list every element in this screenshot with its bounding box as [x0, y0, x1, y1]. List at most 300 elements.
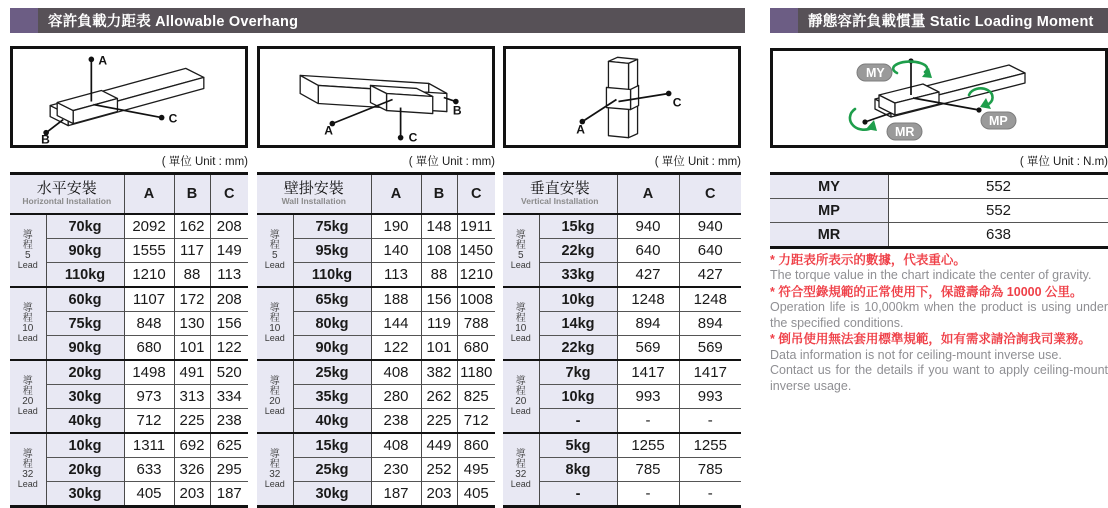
value-cell: 295: [210, 458, 248, 482]
table-row: [257, 263, 495, 288]
value-cell: 569: [617, 336, 679, 361]
table-row: [503, 312, 741, 336]
lead-zh-char: 導: [257, 450, 293, 460]
value-cell: 130: [174, 312, 210, 336]
load-cell: 10kg: [539, 287, 617, 312]
lead-number: 20: [257, 397, 293, 407]
lead-cell: [503, 360, 539, 433]
lead-cell: [10, 287, 46, 360]
horizontal-installation-table: [10, 172, 248, 508]
load-cell: 30kg: [46, 385, 124, 409]
value-cell: 1450: [457, 239, 495, 263]
static-loading-moment-table: [770, 172, 1108, 249]
value-cell: 860: [457, 433, 495, 458]
load-cell: 8kg: [539, 458, 617, 482]
table-row: [503, 385, 741, 409]
table-row: [10, 433, 248, 458]
value-cell: 122: [210, 336, 248, 361]
value-cell: 203: [174, 482, 210, 507]
table-row: [10, 263, 248, 288]
unit-label-mm: ( 單位 Unit : mm): [503, 153, 741, 169]
value-cell: 825: [457, 385, 495, 409]
value-cell: 495: [457, 458, 495, 482]
allowable-overhang-title: 容許負載力距表 Allowable Overhang: [48, 10, 298, 31]
lead-zh-char: 程: [10, 314, 46, 324]
value-cell: 208: [210, 287, 248, 312]
table-row: [257, 312, 495, 336]
column-header-b: B: [174, 174, 210, 215]
value-cell: 188: [371, 287, 421, 312]
value-cell: 334: [210, 385, 248, 409]
lead-en: Lead: [10, 407, 46, 416]
load-cell: 5kg: [539, 433, 617, 458]
load-cell: 14kg: [539, 312, 617, 336]
value-cell: 382: [421, 360, 457, 385]
table-row: [10, 239, 248, 263]
table-row: [503, 287, 741, 312]
value-cell: 122: [371, 336, 421, 361]
load-cell: 10kg: [539, 385, 617, 409]
value-cell: 408: [371, 433, 421, 458]
axis-label-b: B: [453, 104, 462, 118]
value-cell: 208: [210, 214, 248, 239]
moment-label-mp: MP: [989, 114, 1008, 128]
load-cell: 22kg: [539, 336, 617, 361]
wall-installation-table: [257, 172, 495, 508]
unit-label-mm: ( 單位 Unit : mm): [10, 153, 248, 169]
table-row: [770, 223, 1108, 248]
value-cell: 785: [617, 458, 679, 482]
value-cell: 449: [421, 433, 457, 458]
lead-en: Lead: [10, 261, 46, 270]
load-cell: 70kg: [46, 214, 124, 239]
value-cell: 1255: [679, 433, 741, 458]
value-cell: 1911: [457, 214, 495, 239]
lead-cell: [503, 433, 539, 507]
value-cell: 187: [371, 482, 421, 507]
installation-name-en: Wall Installation: [257, 197, 371, 206]
table-row: [10, 409, 248, 434]
value-cell: 848: [124, 312, 174, 336]
table-row: [257, 433, 495, 458]
load-cell: 15kg: [293, 433, 371, 458]
value-cell: 238: [210, 409, 248, 434]
wall-rail-drawing: [260, 49, 492, 145]
load-cell: 75kg: [46, 312, 124, 336]
table-head: [257, 174, 495, 215]
lead-number: 32: [10, 470, 46, 480]
value-cell: 238: [371, 409, 421, 434]
axis-label-a: A: [324, 124, 333, 138]
moment-rail-drawing: [773, 51, 1105, 145]
value-cell: 940: [617, 214, 679, 239]
table-row: [257, 214, 495, 239]
lead-zh-char: 程: [257, 314, 293, 324]
table-row: [770, 174, 1108, 199]
value-cell: 712: [457, 409, 495, 434]
table-row: [257, 458, 495, 482]
lead-number: 5: [10, 251, 46, 261]
column-header-b: B: [421, 174, 457, 215]
value-cell: 101: [174, 336, 210, 361]
value-cell: 408: [371, 360, 421, 385]
value-cell: 113: [371, 263, 421, 288]
value-cell: 520: [210, 360, 248, 385]
moment-value-cell: 552: [889, 199, 1108, 223]
lead-zh-char: 導: [10, 377, 46, 387]
installation-name-en: Vertical Installation: [503, 197, 617, 206]
value-cell: 427: [617, 263, 679, 288]
value-cell: 225: [421, 409, 457, 434]
lead-zh-char: 導: [503, 450, 539, 460]
lead-number: 20: [10, 397, 46, 407]
value-cell: 680: [457, 336, 495, 361]
lead-zh-char: 程: [10, 460, 46, 470]
load-cell: 110kg: [293, 263, 371, 288]
value-cell: 993: [679, 385, 741, 409]
load-cell: 15kg: [539, 214, 617, 239]
value-cell: 491: [174, 360, 210, 385]
note-chinese: * 倒吊使用無法套用標準規範，如有需求請洽詢我司業務。: [770, 331, 1108, 347]
value-cell: 101: [421, 336, 457, 361]
value-cell: 140: [371, 239, 421, 263]
lead-zh-char: 導: [257, 231, 293, 241]
value-cell: 225: [174, 409, 210, 434]
moment-value-cell: 638: [889, 223, 1108, 248]
load-cell: 25kg: [293, 360, 371, 385]
load-cell: 40kg: [46, 409, 124, 434]
load-cell: 20kg: [46, 360, 124, 385]
value-cell: 1180: [457, 360, 495, 385]
lead-en: Lead: [503, 480, 539, 489]
table-row: [10, 385, 248, 409]
value-cell: 1311: [124, 433, 174, 458]
lead-en: Lead: [503, 334, 539, 343]
value-cell: 313: [174, 385, 210, 409]
value-cell: 88: [174, 263, 210, 288]
table-body: [10, 214, 248, 507]
lead-number: 20: [503, 397, 539, 407]
unit-label-nm: ( 單位 Unit : N.m): [770, 153, 1108, 169]
table-row: [10, 287, 248, 312]
table-row: [10, 312, 248, 336]
purple-accent-block: [770, 8, 798, 33]
value-cell: 894: [679, 312, 741, 336]
value-cell: 108: [421, 239, 457, 263]
lead-en: Lead: [257, 334, 293, 343]
lead-zh-char: 程: [10, 241, 46, 251]
load-cell: 60kg: [46, 287, 124, 312]
table-row: [10, 214, 248, 239]
moment-label-cell: MP: [770, 199, 889, 223]
load-cell: -: [539, 409, 617, 434]
lead-en: Lead: [257, 480, 293, 489]
table-row: [257, 360, 495, 385]
table-row: [10, 482, 248, 507]
note-english: Operation life is 10,000km when the product is using under the specified conditions.: [770, 300, 1108, 331]
table-body: [257, 214, 495, 507]
value-cell: 117: [174, 239, 210, 263]
value-cell: 785: [679, 458, 741, 482]
axis-label-c: C: [169, 112, 178, 126]
table-row: [257, 239, 495, 263]
value-cell: -: [679, 409, 741, 434]
static-moment-diagram: [770, 48, 1108, 148]
table-head: [10, 174, 248, 215]
value-cell: 712: [124, 409, 174, 434]
value-cell: 326: [174, 458, 210, 482]
column-header-a: A: [371, 174, 421, 215]
allowable-overhang-header: [10, 8, 745, 33]
vertical-installation-table: [503, 172, 741, 508]
header-row: [257, 174, 495, 215]
value-cell: 692: [174, 433, 210, 458]
value-cell: 190: [371, 214, 421, 239]
lead-cell: [503, 214, 539, 287]
installation-name-cell: [257, 174, 371, 215]
installation-name-zh: 壁掛安裝: [257, 181, 371, 197]
value-cell: 88: [421, 263, 457, 288]
installation-name-en: Horizontal Installation: [10, 197, 124, 206]
overhang-table: [10, 172, 248, 508]
lead-en: Lead: [503, 261, 539, 270]
lead-number: 32: [257, 470, 293, 480]
value-cell: 149: [210, 239, 248, 263]
lead-en: Lead: [257, 261, 293, 270]
table-row: [257, 385, 495, 409]
lead-zh-char: 程: [503, 241, 539, 251]
load-cell: 75kg: [293, 214, 371, 239]
value-cell: 940: [679, 214, 741, 239]
lead-zh-char: 導: [257, 377, 293, 387]
axis-label-a: A: [576, 123, 585, 137]
value-cell: 973: [124, 385, 174, 409]
load-cell: 110kg: [46, 263, 124, 288]
value-cell: -: [617, 482, 679, 507]
table-row: [503, 336, 741, 361]
table-row: [10, 336, 248, 361]
table-row: [503, 263, 741, 288]
value-cell: 187: [210, 482, 248, 507]
value-cell: 405: [457, 482, 495, 507]
load-cell: 35kg: [293, 385, 371, 409]
value-cell: 156: [421, 287, 457, 312]
load-cell: 30kg: [293, 482, 371, 507]
installation-name-cell: [503, 174, 617, 215]
value-cell: -: [617, 409, 679, 434]
table-row: [503, 239, 741, 263]
lead-zh-char: 程: [10, 387, 46, 397]
lead-number: 32: [503, 470, 539, 480]
column-header-c: C: [679, 174, 741, 215]
header-row: [503, 174, 741, 215]
table-head: [503, 174, 741, 215]
value-cell: 788: [457, 312, 495, 336]
lead-en: Lead: [257, 407, 293, 416]
value-cell: 569: [679, 336, 741, 361]
axis-label-b: B: [41, 133, 50, 145]
lead-zh-char: 導: [10, 450, 46, 460]
lead-zh-char: 導: [10, 304, 46, 314]
load-cell: 80kg: [293, 312, 371, 336]
lead-zh-char: 程: [257, 387, 293, 397]
moment-label-my: MY: [866, 66, 885, 80]
value-cell: 405: [124, 482, 174, 507]
column-header-c: C: [457, 174, 495, 215]
moment-table: [770, 172, 1108, 249]
value-cell: 1248: [617, 287, 679, 312]
lead-cell: [257, 360, 293, 433]
load-cell: 20kg: [46, 458, 124, 482]
axis-label-c: C: [409, 131, 418, 145]
purple-accent-block: [10, 8, 38, 33]
value-cell: 230: [371, 458, 421, 482]
moment-label-cell: MR: [770, 223, 889, 248]
load-cell: 7kg: [539, 360, 617, 385]
table-row: [10, 360, 248, 385]
load-cell: 40kg: [293, 409, 371, 434]
axis-label-a: A: [98, 53, 107, 67]
table-row: [10, 458, 248, 482]
value-cell: 993: [617, 385, 679, 409]
value-cell: 172: [174, 287, 210, 312]
installation-name-cell: [10, 174, 124, 215]
table-row: [503, 409, 741, 434]
static-loading-moment-title: 靜態容許負載慣量 Static Loading Moment: [808, 10, 1094, 31]
unit-label-mm: ( 單位 Unit : mm): [257, 153, 495, 169]
value-cell: 144: [371, 312, 421, 336]
moment-label-cell: MY: [770, 174, 889, 199]
lead-cell: [10, 433, 46, 507]
load-cell: 95kg: [293, 239, 371, 263]
value-cell: 252: [421, 458, 457, 482]
value-cell: 427: [679, 263, 741, 288]
lead-zh-char: 程: [503, 387, 539, 397]
installation-name-zh: 垂直安裝: [503, 181, 617, 197]
table-row: [503, 482, 741, 507]
value-cell: 633: [124, 458, 174, 482]
lead-cell: [10, 214, 46, 287]
load-cell: 10kg: [46, 433, 124, 458]
table-row: [503, 214, 741, 239]
lead-en: Lead: [10, 334, 46, 343]
value-cell: 1107: [124, 287, 174, 312]
table-row: [503, 458, 741, 482]
lead-zh-char: 導: [503, 231, 539, 241]
value-cell: 119: [421, 312, 457, 336]
lead-zh-char: 程: [257, 460, 293, 470]
lead-cell: [257, 214, 293, 287]
lead-cell: [257, 287, 293, 360]
table-row: [257, 336, 495, 361]
lead-cell: [10, 360, 46, 433]
table-row: [257, 482, 495, 507]
vertical-installation-diagram: [503, 46, 741, 148]
value-cell: 1417: [679, 360, 741, 385]
note-chinese: * 符合型錄規範的正常使用下，保證壽命為 10000 公里。: [770, 284, 1108, 300]
column-header-a: A: [617, 174, 679, 215]
table-body: [503, 214, 741, 507]
value-cell: 640: [679, 239, 741, 263]
moment-value-cell: 552: [889, 174, 1108, 199]
lead-zh-char: 程: [503, 314, 539, 324]
value-cell: 1498: [124, 360, 174, 385]
value-cell: 203: [421, 482, 457, 507]
note-english: The torque value in the chart indicate the center of gravity.: [770, 268, 1108, 284]
lead-number: 5: [503, 251, 539, 261]
overhang-table: [503, 172, 741, 508]
value-cell: 625: [210, 433, 248, 458]
table-row: [257, 287, 495, 312]
load-cell: 22kg: [539, 239, 617, 263]
wall-installation-diagram: [257, 46, 495, 148]
lead-number: 10: [10, 324, 46, 334]
axis-label-c: C: [673, 96, 682, 110]
lead-zh-char: 導: [10, 231, 46, 241]
footnotes: [770, 252, 1108, 395]
header-row: [10, 174, 248, 215]
vertical-rail-drawing: [506, 49, 738, 145]
lead-cell: [503, 287, 539, 360]
lead-number: 10: [257, 324, 293, 334]
table-row: [503, 360, 741, 385]
note-english: Contact us for the details if you want to apply ceiling-mount inverse usage.: [770, 363, 1108, 394]
load-cell: 30kg: [46, 482, 124, 507]
load-cell: 65kg: [293, 287, 371, 312]
note-english: Data information is not for ceiling-mount inverse use.: [770, 348, 1108, 364]
load-cell: 90kg: [46, 239, 124, 263]
static-loading-moment-header: [770, 8, 1108, 33]
table-row: [257, 409, 495, 434]
value-cell: 1248: [679, 287, 741, 312]
value-cell: 1255: [617, 433, 679, 458]
lead-en: Lead: [10, 480, 46, 489]
lead-zh-char: 導: [503, 377, 539, 387]
horizontal-rail-drawing: [13, 49, 245, 145]
table-row: [503, 433, 741, 458]
value-cell: 148: [421, 214, 457, 239]
overhang-table: [257, 172, 495, 508]
value-cell: 113: [210, 263, 248, 288]
lead-zh-char: 程: [257, 241, 293, 251]
value-cell: -: [679, 482, 741, 507]
load-cell: 90kg: [293, 336, 371, 361]
column-header-a: A: [124, 174, 174, 215]
load-cell: -: [539, 482, 617, 507]
value-cell: 162: [174, 214, 210, 239]
value-cell: 2092: [124, 214, 174, 239]
value-cell: 1555: [124, 239, 174, 263]
load-cell: 90kg: [46, 336, 124, 361]
load-cell: 33kg: [539, 263, 617, 288]
installation-name-zh: 水平安裝: [10, 181, 124, 197]
load-cell: 25kg: [293, 458, 371, 482]
value-cell: 280: [371, 385, 421, 409]
value-cell: 894: [617, 312, 679, 336]
lead-en: Lead: [503, 407, 539, 416]
value-cell: 1210: [124, 263, 174, 288]
value-cell: 156: [210, 312, 248, 336]
value-cell: 680: [124, 336, 174, 361]
lead-zh-char: 導: [257, 304, 293, 314]
lead-cell: [257, 433, 293, 507]
value-cell: 262: [421, 385, 457, 409]
moment-label-mr: MR: [895, 125, 914, 139]
lead-zh-char: 導: [503, 304, 539, 314]
lead-number: 10: [503, 324, 539, 334]
lead-zh-char: 程: [503, 460, 539, 470]
column-header-c: C: [210, 174, 248, 215]
